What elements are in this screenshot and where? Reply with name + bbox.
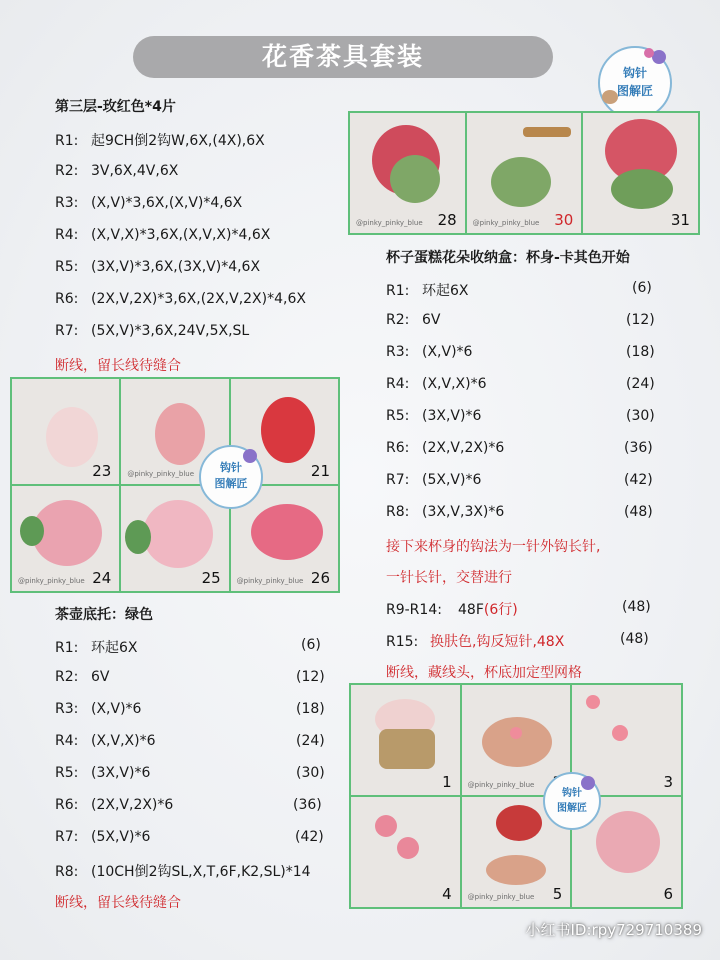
stitch-count: (36) xyxy=(624,440,653,456)
step-photo: @pinky_pinky_blue xyxy=(121,379,228,484)
section3-heading: 杯子蛋糕花朵收纳盒：杯身-卡其色开始 xyxy=(386,250,630,266)
section1-note: 断线，留长线待缝合 xyxy=(55,358,181,374)
pattern-row: R7: (5X,V)*6 xyxy=(386,472,482,488)
pattern-row: R3: (X,V)*3,6X,(X,V)*4,6X xyxy=(55,195,243,211)
pattern-row: R5: (3X,V)*3,6X,(3X,V)*4,6X xyxy=(55,259,261,275)
stitch-count: (18) xyxy=(626,344,655,360)
page-title: 花香茶具套装 xyxy=(133,36,553,78)
stitch-count: (6) xyxy=(301,637,321,653)
pattern-row: R1: 环起6X xyxy=(55,640,138,656)
yarn-ball-icon xyxy=(644,48,654,58)
pattern-row: R8: (3X,V,3X)*6 xyxy=(386,504,505,520)
section1-heading: 第三层-玫红色*4片 xyxy=(55,99,176,115)
logo-badge xyxy=(598,46,672,120)
pattern-row: R4: (X,V,X)*3,6X,(X,V,X)*4,6X xyxy=(55,227,271,243)
step-photo: 31 xyxy=(583,113,698,233)
pattern-row: R6: (2X,V,2X)*6 xyxy=(55,797,174,813)
pattern-row: R2: 6V xyxy=(55,669,110,685)
step-photo: @pinky_pinky_blue 28 xyxy=(350,113,465,233)
step-photo: @pinky_pinky_blue 5 xyxy=(462,797,571,907)
step-photo: 21 xyxy=(231,379,338,484)
logo-badge: 钩针 图解匠 xyxy=(543,772,601,830)
logo-text-line2: 图解匠 xyxy=(616,84,653,98)
stitch-count: (48) xyxy=(624,504,653,520)
pattern-row: R15: 换肤色,钩反短针,48X xyxy=(386,634,565,650)
step-photo: 25 xyxy=(121,486,228,591)
step-photo: @pinky_pinky_blue 26 xyxy=(231,486,338,591)
step-photo: 6 xyxy=(572,797,681,907)
pattern-row: R4: (X,V,X)*6 xyxy=(55,733,156,749)
pattern-row: R3: (X,V)*6 xyxy=(386,344,473,360)
step-photo: @pinky_pinky_blue 24 xyxy=(12,486,119,591)
pattern-row: R6: (2X,V,2X)*3,6X,(2X,V,2X)*4,6X xyxy=(55,291,306,307)
stitch-count: (18) xyxy=(296,701,325,717)
photo-grid-lid xyxy=(348,111,700,235)
stitch-count: (42) xyxy=(624,472,653,488)
logo-text-line1: 钩针 xyxy=(622,66,647,80)
pattern-row: R5: (3X,V)*6 xyxy=(386,408,482,424)
section3-note1: 接下来杯身的钩法为一针外钩长针, xyxy=(386,539,601,555)
yarn-ball-icon xyxy=(652,50,666,64)
section2-heading: 茶壶底托：绿色 xyxy=(55,607,153,623)
stitch-count: (12) xyxy=(296,669,325,685)
pattern-row: R7: (5X,V)*6 xyxy=(55,829,151,845)
step-photo: 23 xyxy=(12,379,119,484)
pattern-row: R6: (2X,V,2X)*6 xyxy=(386,440,505,456)
step-photo: @pinky_pinky_blue 30 xyxy=(467,113,582,233)
stitch-count: (24) xyxy=(626,376,655,392)
pattern-row: R2: 6V xyxy=(386,312,441,328)
pattern-row: R7: (5X,V)*3,6X,24V,5X,SL xyxy=(55,323,250,339)
step-photo: 1 xyxy=(351,685,460,795)
photo-grid-cupcake xyxy=(349,683,683,909)
section2-note: 断线，留长线待缝合 xyxy=(55,895,181,911)
step-photo: 3 xyxy=(572,685,681,795)
section3-note3: 断线，藏线头，杯底加定型网格 xyxy=(386,665,582,681)
stitch-count: (48) xyxy=(622,599,651,615)
stitch-count: (24) xyxy=(296,733,325,749)
footer-id: 小红书ID:rpy729710389 xyxy=(525,921,702,939)
pattern-row: R5: (3X,V)*6 xyxy=(55,765,151,781)
pattern-row: R3: (X,V)*6 xyxy=(55,701,142,717)
pattern-row: R9-R14: 48F(6行) xyxy=(386,602,518,618)
photo-grid-teapot xyxy=(10,377,340,593)
step-photo: @pinky_pinky_blue xyxy=(462,685,571,795)
stitch-count: (42) xyxy=(295,829,324,845)
stitch-count: (36) xyxy=(293,797,322,813)
pattern-row: R4: (X,V,X)*6 xyxy=(386,376,487,392)
stitch-count: (30) xyxy=(296,765,325,781)
logo-badge: 钩针 图解匠 xyxy=(199,445,263,509)
step-photo: 4 xyxy=(351,797,460,907)
stitch-count: (48) xyxy=(620,631,649,647)
pattern-row: R1: 环起6X xyxy=(386,283,469,299)
pattern-row: R1: 起9CH倒2钩W,6X,(4X),6X xyxy=(55,133,265,149)
stitch-count: (12) xyxy=(626,312,655,328)
pattern-row: R8: (10CH倒2钩SL,X,T,6F,K2,SL)*14 xyxy=(55,864,311,880)
section3-note2: 一针长针，交替进行 xyxy=(386,570,512,586)
stitch-count: (6) xyxy=(632,280,652,296)
pattern-row: R2: 3V,6X,4V,6X xyxy=(55,163,179,179)
stitch-count: (30) xyxy=(626,408,655,424)
